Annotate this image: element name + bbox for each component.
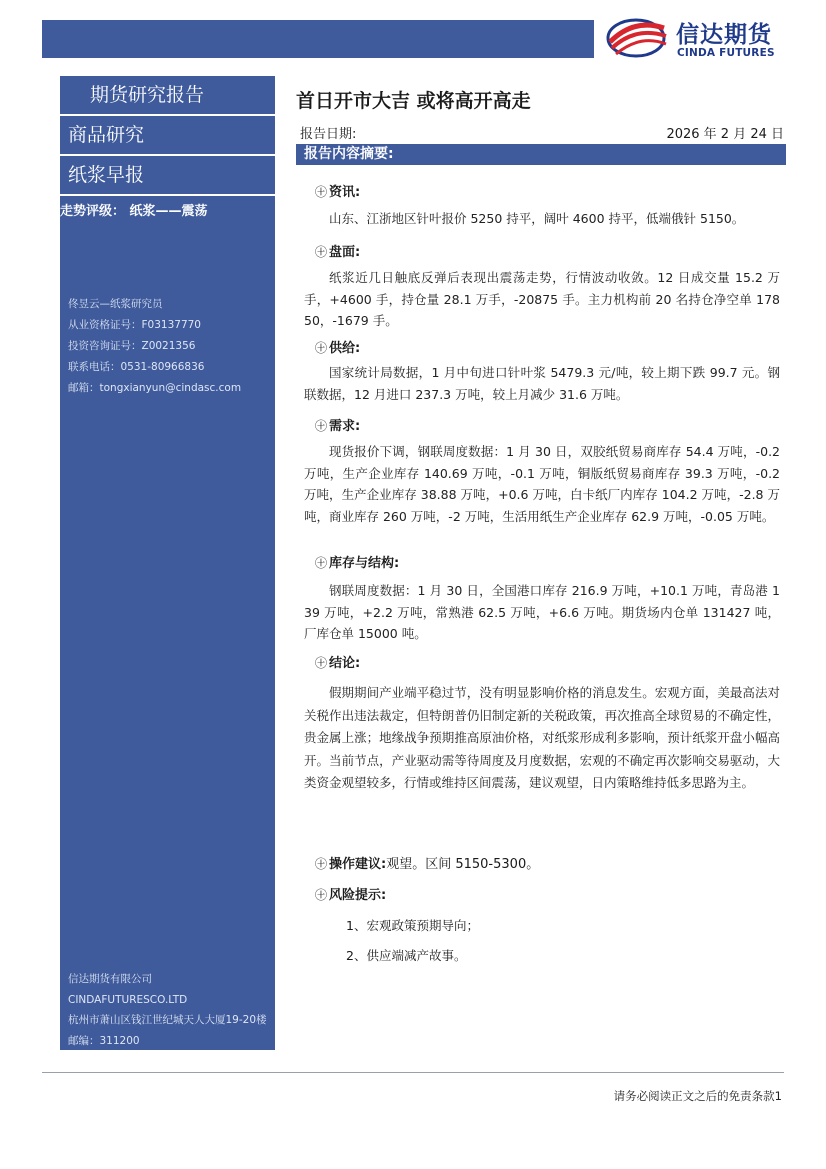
page-title: 首日开市大吉 或将高开高走 (296, 90, 531, 112)
email: 邮箱：tongxianyun@cindasc.com (68, 382, 242, 394)
cinda-logo (604, 14, 794, 64)
company-name-en: CINDAFUTURESCO.LTD (68, 993, 188, 1006)
section-news-text: 山东、江浙地区针叶报价 5250 持平，阔叶 4600 持平，低端俄针 5150。 (329, 211, 745, 226)
sidebar-report-type (60, 76, 275, 116)
logo-text-cn: 信达期货 (676, 22, 772, 48)
section-conclusion-text: 假期期间产业端平稳过节，没有明显影响价格的消息发生。宏观方面，美最高法对关税作出违法裁定，但特朗普仍旧制定新的关税政策，再次推高全球贸易的不确定性，贵金属上涨；地缘战争预期推高原油价格，对纸浆形成利多影响，预计纸浆开盘小幅高开。当前节点，产业驱动需等待周度及月度数据，宏观的不确定再次影响交易驱动，大类资金观望较多，行情或维持区间震荡，建议观望，日内策略维持低多思路为主。 (304, 685, 780, 790)
disclaimer-note: 请务必阅读正文之后的免责条款1 (613, 1089, 782, 1103)
section-supply-text: 国家统计局数据，1 月中旬进口针叶浆 5479.3 元/吨，较上期下跌 99.7 元。钢联数据，12 月进口 237.3 万吨，较上月减少 31.6 万吨。 (304, 365, 780, 402)
bullet-icon: ㊉ (315, 419, 328, 433)
qualification-number: 从业资格证号：F03137770 (68, 319, 201, 331)
category-label: 商品研究 (68, 124, 145, 146)
postcode: 邮编：311200 (68, 1034, 140, 1047)
bullet-icon: ㊉ (315, 185, 328, 199)
section-inventory-heading (315, 552, 399, 571)
bullet-icon: ㊉ (315, 245, 328, 259)
section-demand-heading (315, 415, 360, 434)
analyst-contact (68, 294, 241, 399)
section-demand-title: 需求: (329, 419, 361, 434)
section-supply-title: 供给: (329, 341, 361, 356)
analyst-name: 佟昱云—纸浆研究员 (68, 298, 163, 310)
sidebar-subcategory (60, 156, 275, 196)
bullet-icon: ㊉ (315, 341, 328, 355)
section-market-title: 盘面: (329, 245, 361, 260)
rating-label: 走势评级： 纸浆——震荡 (60, 204, 208, 219)
logo-mark-icon (604, 14, 670, 60)
company-address: 杭州市萧山区钱江世纪城天人大厦19-20楼 (68, 1014, 267, 1026)
report-type-label: 期货研究报告 (90, 84, 205, 106)
company-info (68, 969, 267, 1051)
summary-header (296, 144, 786, 165)
section-conclusion-heading (315, 652, 360, 671)
operation-text: 观望。区间 5150-5300。 (386, 857, 540, 872)
section-demand-text: 现货报价下调，钢联周度数据：1 月 30 日，双胶纸贸易商库存 54.4 万吨，-0.2 万吨，生产企业库存 140.69 万吨，-0.1 万吨，铜版纸贸易商库存 39.3 万吨，-0.2 万吨，生产企业库存 38.88 万吨，+0.6 万吨，白卡纸厂内库存 104.2 万吨，-2.8 万吨，商业库存 260 万吨，-2 万吨，生活用纸生产企业库存 62.9 万吨，-0.05 万吨。 (304, 444, 780, 524)
phone: 联系电话：0531-80966836 (68, 361, 205, 373)
section-supply-heading (315, 337, 360, 356)
section-market-text: 纸浆近几日触底反弹后表现出震荡走势，行情波动收敛。12 日成交量 15.2 万手，+4600 手，持仓量 28.1 万手，-20875 手。主力机构前 20 名持仓净空单 17850，-1679 手。 (304, 270, 780, 328)
header-band (42, 20, 594, 58)
sidebar (60, 76, 275, 1050)
section-risk-title: 风险提示: (329, 888, 387, 903)
summary-header-label: 报告内容摘要: (304, 146, 394, 162)
bullet-icon: ㊉ (315, 857, 328, 871)
bullet-icon: ㊉ (315, 556, 328, 570)
logo-text-en: CINDA FUTURES (677, 47, 775, 59)
section-operation-heading (315, 853, 539, 872)
section-news-heading (315, 181, 360, 200)
bullet-icon: ㊉ (315, 656, 328, 670)
section-risk-heading (315, 884, 386, 903)
date-value: 2026 年 2 月 24 日 (666, 127, 784, 142)
section-inventory-title: 库存与结构: (329, 556, 400, 571)
date-label: 报告日期: (300, 127, 357, 142)
section-inventory-text: 钢联周度数据：1 月 30 日，全国港口库存 216.9 万吨，+10.1 万吨，青岛港 139 万吨，+2.2 万吨，常熟港 62.5 万吨，+6.6 万吨。期货场内仓单 131427 吨，厂库仓单 15000 吨。 (304, 583, 780, 641)
bullet-icon: ㊉ (315, 888, 328, 902)
section-operation-title: 操作建议: (329, 857, 387, 872)
risk-item-1: 1、宏观政策预期导向； (346, 918, 479, 933)
section-news-title: 资讯: (329, 185, 361, 200)
section-conclusion-title: 结论: (329, 656, 361, 671)
consulting-number: 投资咨询证号：Z0021356 (68, 340, 196, 352)
company-name-cn: 信达期货有限公司 (68, 973, 152, 985)
footer-divider (42, 1072, 784, 1073)
risk-item-2: 2、供应端减产故事。 (346, 948, 467, 963)
sidebar-category (60, 116, 275, 156)
section-market-heading (315, 241, 360, 260)
subcategory-label: 纸浆早报 (68, 164, 145, 186)
